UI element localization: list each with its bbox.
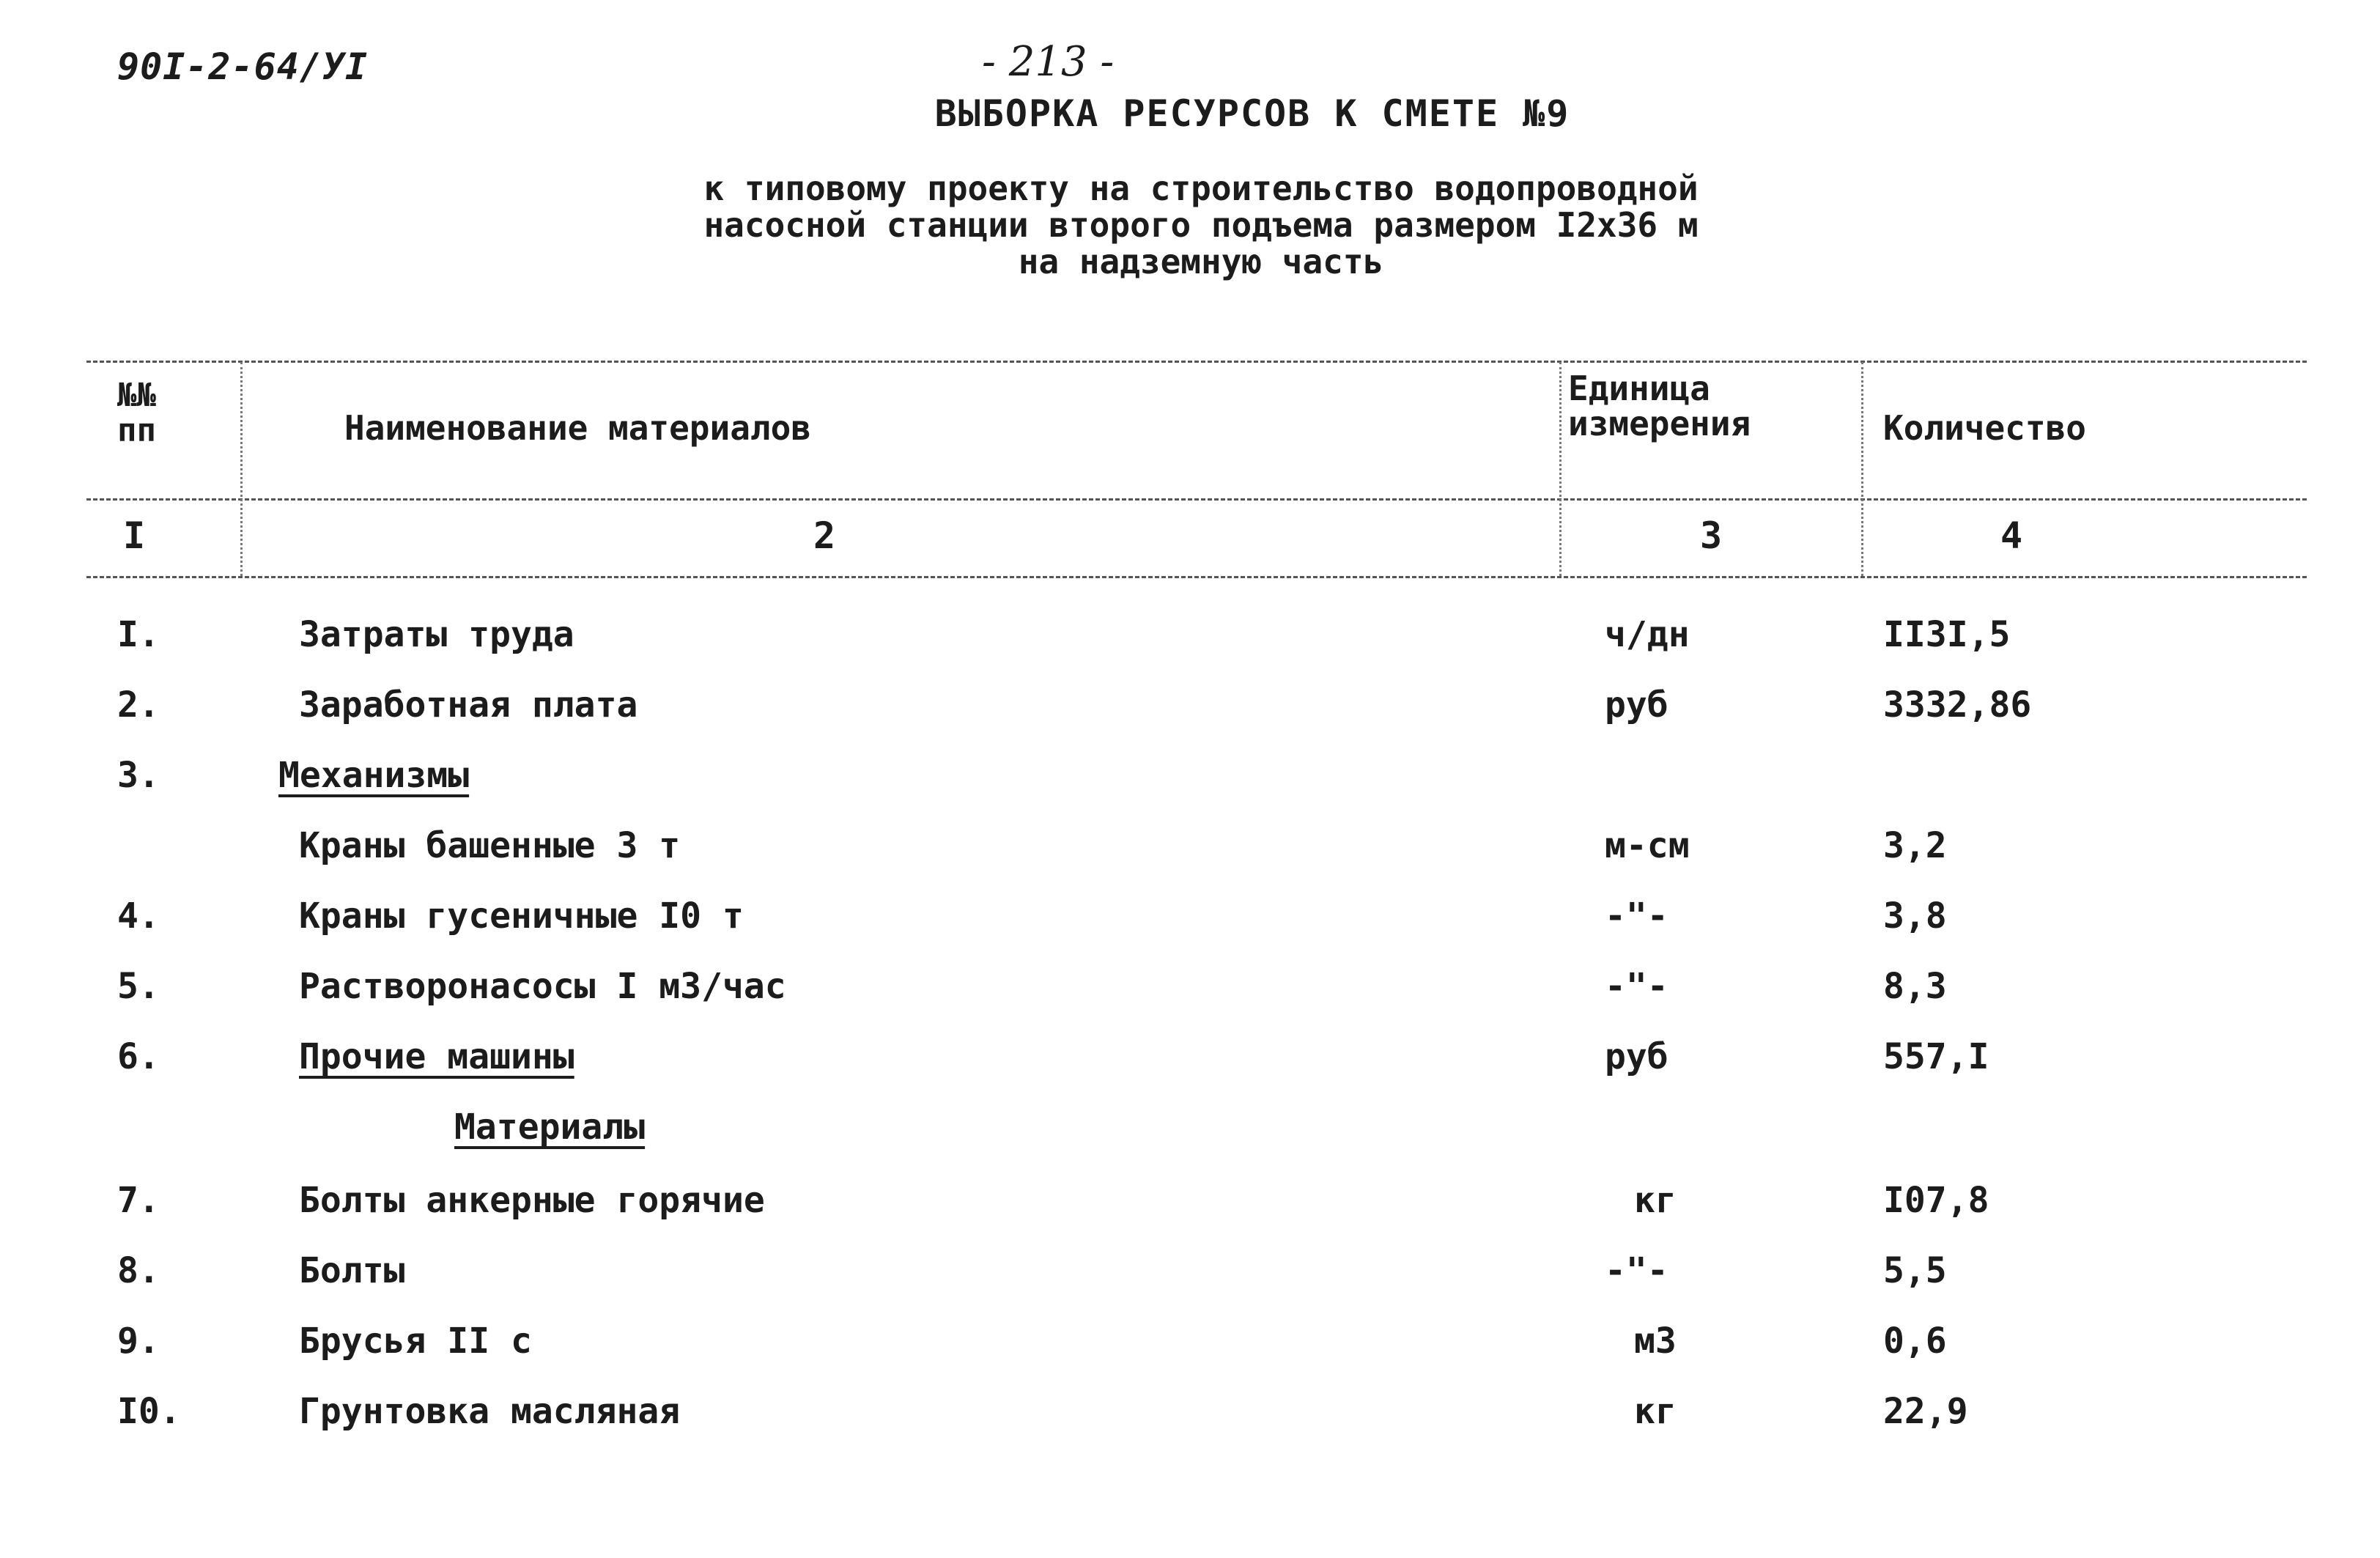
- unit: руб: [1605, 684, 1668, 726]
- material-name: Краны башенные 3 т: [299, 825, 681, 866]
- table-row: [0, 1022, 2380, 1092]
- row-number: 3.: [117, 755, 160, 796]
- quantity: 0,6: [1883, 1321, 1947, 1362]
- column-number-2: 2: [813, 514, 836, 557]
- quantity: 8,3: [1883, 966, 1947, 1007]
- table-col-divider-3: [1861, 362, 1863, 576]
- header-num: №№ пп: [117, 377, 156, 449]
- header-name: Наименование материалов: [344, 408, 811, 448]
- material-name: Заработная плата: [299, 684, 638, 726]
- material-name: Краны гусеничные I0 т: [299, 896, 744, 937]
- table-row: [0, 881, 2380, 951]
- row-number: I.: [117, 614, 160, 655]
- material-name: Грунтовка масляная: [299, 1391, 681, 1432]
- row-number: 7.: [117, 1180, 160, 1221]
- unit: -"-: [1605, 966, 1668, 1007]
- unit: м-см: [1605, 825, 1690, 866]
- header-qty: Количество: [1883, 408, 2086, 448]
- column-number-1: I: [123, 514, 146, 557]
- row-number: 8.: [117, 1250, 160, 1291]
- material-name: Болты: [299, 1250, 405, 1291]
- material-name: Затраты труда: [299, 614, 574, 655]
- document-subtitle: [0, 170, 2380, 280]
- table-row: [0, 599, 2380, 670]
- document-code: 90I-2-64/УI: [117, 45, 369, 88]
- unit: кг: [1634, 1180, 1677, 1221]
- table-row: [0, 670, 2380, 740]
- subtitle-line-1: к типовому проекту на строительство водопроводной: [703, 169, 1699, 208]
- table-header-rule: [86, 498, 2307, 501]
- unit: -"-: [1605, 1250, 1668, 1291]
- table-colnum-rule: [86, 576, 2307, 578]
- unit: кг: [1634, 1391, 1677, 1432]
- quantity: 5,5: [1883, 1250, 1947, 1291]
- table-row: [0, 740, 2380, 811]
- material-name: Брусья II с: [299, 1321, 532, 1362]
- unit: руб: [1605, 1036, 1668, 1077]
- quantity: 3,2: [1883, 825, 1947, 866]
- table-row: [0, 1092, 2380, 1162]
- quantity: 22,9: [1883, 1391, 1968, 1432]
- material-name: Болты анкерные горячие: [299, 1180, 765, 1221]
- table-row: [0, 811, 2380, 881]
- row-number: I0.: [117, 1391, 181, 1432]
- row-number: 9.: [117, 1321, 160, 1362]
- table-row: [0, 951, 2380, 1022]
- quantity: I07,8: [1883, 1180, 1989, 1221]
- unit: м3: [1634, 1321, 1677, 1362]
- section-heading-materials: Материалы: [454, 1107, 646, 1148]
- table-row: [0, 1376, 2380, 1447]
- table-row: [0, 1165, 2380, 1236]
- unit: -"-: [1605, 896, 1668, 937]
- unit: ч/дн: [1605, 614, 1690, 655]
- subtitle-line-3: на надземную часть: [1018, 242, 1384, 281]
- row-number: 5.: [117, 966, 160, 1007]
- quantity: 557,I: [1883, 1036, 1989, 1077]
- section-heading-mechanisms: Механизмы: [278, 755, 470, 796]
- table-col-divider-2: [1559, 362, 1562, 576]
- table-row: [0, 1306, 2380, 1376]
- row-number: 6.: [117, 1036, 160, 1077]
- quantity: II3I,5: [1883, 614, 2011, 655]
- document-title: ВЫБОРКА РЕСУРСОВ К СМЕТЕ №9: [934, 92, 1570, 135]
- table-row: [0, 1236, 2380, 1306]
- row-number: 2.: [117, 684, 160, 726]
- subtitle-line-2: насосной станции второго подъема размером I2х36 м: [703, 205, 1699, 245]
- column-number-3: 3: [1700, 514, 1723, 557]
- table-top-rule: [86, 361, 2307, 363]
- quantity: 3332,86: [1883, 684, 2032, 726]
- quantity: 3,8: [1883, 896, 1947, 937]
- table-col-divider-1: [240, 362, 243, 576]
- material-name: Растворонасосы I м3/час: [299, 966, 786, 1007]
- page-number: - 213 -: [982, 38, 1115, 86]
- material-name: Прочие машины: [299, 1036, 574, 1077]
- header-unit: Единица измерения: [1568, 369, 1751, 443]
- column-number-4: 4: [2000, 514, 2023, 557]
- row-number: 4.: [117, 896, 160, 937]
